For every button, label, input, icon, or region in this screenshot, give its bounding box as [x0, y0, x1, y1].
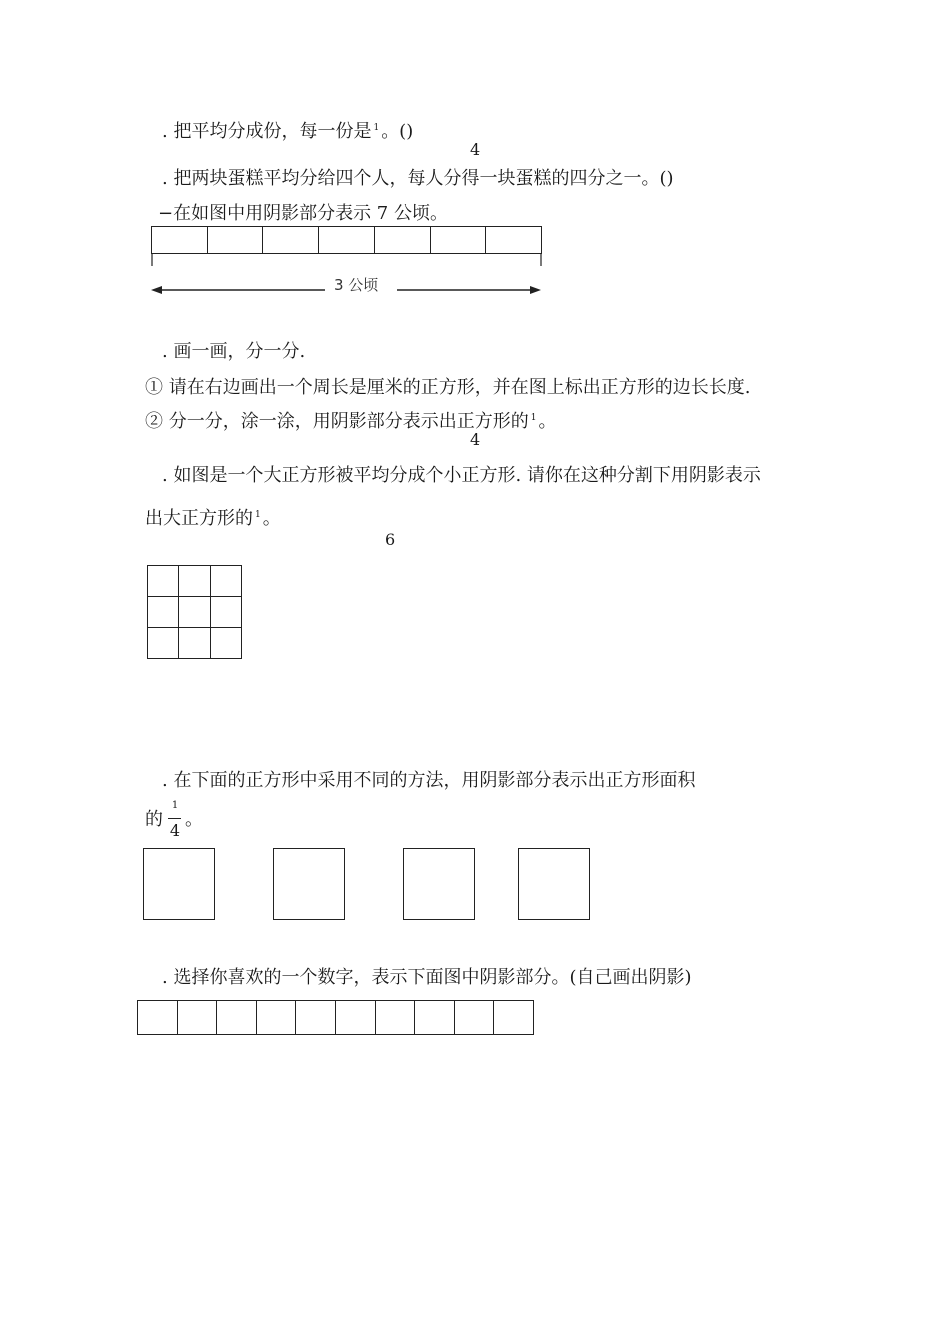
question-6-fraction-numerator: 1 — [171, 800, 179, 811]
question-1-fraction-numerator: 1 — [373, 123, 380, 133]
question-5-line-1: . 如图是一个大正方形被平均分成个小正方形. 请你在这种分割下用阴影表示 — [162, 465, 761, 486]
question-6-tail: 。 — [185, 809, 203, 830]
strip-cell[interactable] — [336, 1001, 376, 1035]
question-4-item-2 — [145, 411, 556, 436]
question-1-tail: 。() — [381, 121, 414, 142]
strip-cell[interactable] — [138, 1001, 178, 1035]
question-4-title: . 画一画，分一分. — [162, 341, 306, 362]
question-1-fraction-denominator: 4 — [470, 140, 481, 159]
blank-square-1[interactable] — [143, 848, 215, 920]
strip-cell[interactable] — [455, 1001, 495, 1035]
question-2: . 把两块蛋糕平均分给四个人，每人分得一块蛋糕的四分之一。() — [162, 168, 674, 189]
grid-cell[interactable] — [211, 597, 242, 628]
question-4-fraction-denominator: 4 — [470, 430, 481, 449]
dimension-label: 3 公顷 — [334, 276, 379, 294]
grid-cell[interactable] — [179, 566, 210, 597]
question-6-fraction-denominator: 4 — [169, 821, 181, 840]
strip-cell[interactable] — [296, 1001, 336, 1035]
strip-cell[interactable] — [257, 1001, 297, 1035]
question-4-item-2-tail: 。 — [538, 411, 557, 432]
strip-cell[interactable] — [217, 1001, 257, 1035]
blank-square-2[interactable] — [273, 848, 345, 920]
question-4-item-2-text: ② 分一分，涂一涂，用阴影部分表示出正方形的 — [145, 411, 529, 432]
question-5-line-2-text: 出大正方形的 — [145, 508, 253, 529]
grid-cell[interactable] — [148, 628, 179, 659]
grid-cell[interactable] — [148, 597, 179, 628]
question-6-line-2: 的 — [145, 809, 163, 830]
strip-cell[interactable] — [178, 1001, 218, 1035]
grid-cell[interactable] — [211, 628, 242, 659]
question-5-fraction-numerator: 1 — [255, 510, 261, 520]
grid-cell[interactable] — [211, 566, 242, 597]
question-7: . 选择你喜欢的一个数字，表示下面图中阴影部分。(自己画出阴影) — [162, 967, 692, 988]
blank-square-4[interactable] — [518, 848, 590, 920]
question-4-fraction-numerator: 1 — [530, 413, 537, 423]
strip-cell[interactable] — [494, 1001, 534, 1035]
question-4-item-1: ① 请在右边画出一个周长是厘米的正方形，并在图上标出正方形的边长长度. — [145, 377, 751, 398]
question-3: −在如图中用阴影部分表示 7 公顷。 — [158, 203, 448, 224]
question-5-tail: 。 — [262, 508, 281, 529]
strip-cell[interactable] — [415, 1001, 455, 1035]
grid-cell[interactable] — [179, 597, 210, 628]
question-5-line-2 — [145, 508, 281, 533]
question-1-text: . 把平均分成份，每一份是 — [162, 121, 372, 142]
grid-cell[interactable] — [179, 628, 210, 659]
dimension-bracket — [0, 0, 950, 320]
question-5-fraction-denominator: 6 — [385, 530, 396, 549]
question-6-fraction-bar — [168, 818, 181, 819]
ten-cell-strip — [137, 1000, 534, 1035]
question-6-line-1: . 在下面的正方形中采用不同的方法，用阴影部分表示出正方形面积 — [162, 770, 696, 791]
three-by-three-grid — [147, 565, 242, 659]
blank-square-3[interactable] — [403, 848, 475, 920]
grid-cell[interactable] — [148, 566, 179, 597]
strip-cell[interactable] — [376, 1001, 416, 1035]
